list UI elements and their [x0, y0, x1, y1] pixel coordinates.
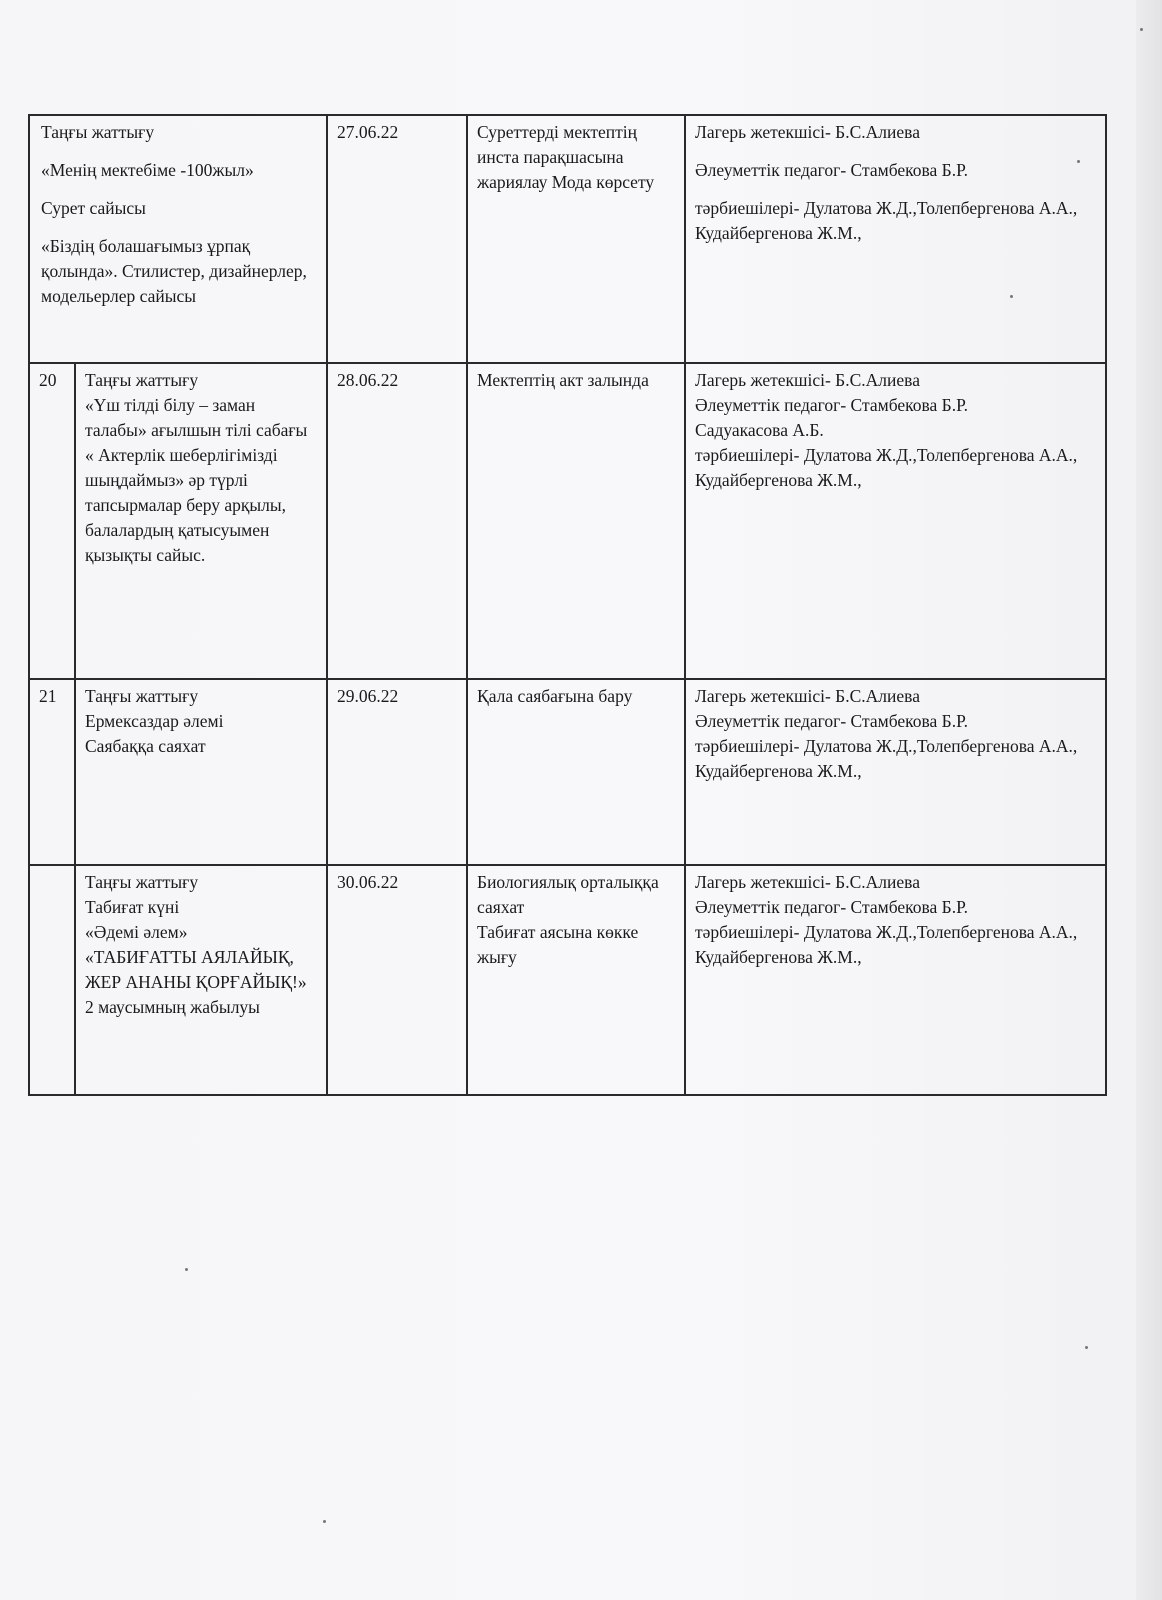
event-cell	[75, 363, 327, 679]
place-line: Мектептің акт залында	[477, 370, 649, 390]
event-line: Таңғы жаттығу	[85, 872, 199, 892]
responsible-line: тәрбиешілері- Дулатова Ж.Д.,Толепбергенова А.А., Кудайбергенова Ж.М.,	[695, 922, 1078, 967]
event-line: «Менің мектебіме -100жыл»	[41, 160, 254, 180]
event-cell	[75, 679, 327, 865]
responsible-cell	[685, 363, 1106, 679]
event-line: «Біздің болашағымыз ұрпақ қолында». Стилистер, дизайнерлер, модельерлер сайысы	[41, 236, 307, 306]
place-cell	[467, 865, 685, 1095]
responsible-line: Лагерь жетекшісі- Б.С.Алиева	[695, 872, 920, 892]
event-line: «Үш тілді білу – заман талабы» ағылшын тілі сабағы	[85, 395, 308, 440]
event-line: Таңғы жаттығу	[85, 370, 199, 390]
schedule-table	[28, 114, 1107, 1096]
responsible-line: тәрбиешілері- Дулатова Ж.Д.,Толепбергенова А.А., Кудайбергенова Ж.М.,	[695, 198, 1078, 243]
event-line: Табиғат күні	[85, 897, 180, 917]
table-row	[29, 363, 1106, 679]
scan-speck	[1077, 160, 1080, 163]
event-line: 2 маусымның жабылуы	[85, 997, 260, 1017]
table-row	[29, 115, 1106, 363]
place-cell	[467, 363, 685, 679]
responsible-line: Әлеуметтік педагог- Стамбекова Б.Р.	[695, 395, 969, 415]
place-line: Суреттерді мектептің инста парақшасына жариялау	[477, 122, 638, 192]
date-cell: 28.06.22	[327, 363, 467, 679]
event-line: Ермексаздар әлемі	[85, 711, 224, 731]
place-cell	[467, 679, 685, 865]
event-cell	[75, 865, 327, 1095]
table-row	[29, 679, 1106, 865]
event-cell	[29, 115, 327, 363]
event-line: «Әдемі әлем»	[85, 922, 188, 942]
responsible-cell	[685, 865, 1106, 1095]
responsible-line: тәрбиешілері- Дулатова Ж.Д.,Толепбергенова А.А., Кудайбергенова Ж.М.,	[695, 445, 1078, 490]
place-line: Қала саябағына бару	[477, 686, 633, 706]
responsible-line: Әлеуметтік педагог- Стамбекова Б.Р.	[695, 160, 969, 180]
place-line: Биологиялық орталыққа саяхат	[477, 872, 659, 917]
responsible-line: Лагерь жетекшісі- Б.С.Алиева	[695, 686, 920, 706]
date-cell: 27.06.22	[327, 115, 467, 363]
responsible-line: Лагерь жетекшісі- Б.С.Алиева	[695, 370, 920, 390]
place-line: Мода көрсету	[551, 172, 655, 192]
place-cell	[467, 115, 685, 363]
row-number: 20	[29, 363, 75, 679]
date-cell: 30.06.22	[327, 865, 467, 1095]
scan-speck	[185, 1268, 188, 1271]
event-line: Саябаққа саяхат	[85, 736, 206, 756]
event-line: Сурет сайысы	[41, 198, 146, 218]
table-row	[29, 865, 1106, 1095]
scan-speck	[1085, 1346, 1088, 1349]
responsible-line: Әлеуметтік педагог- Стамбекова Б.Р.	[695, 711, 969, 731]
row-number: 21	[29, 679, 75, 865]
scan-speck	[1010, 295, 1013, 298]
responsible-line: Садуакасова А.Б.	[695, 420, 824, 440]
scan-speck	[1140, 28, 1143, 31]
responsible-line: Лагерь жетекшісі- Б.С.Алиева	[695, 122, 920, 142]
page-edge-shadow	[1136, 0, 1162, 1600]
responsible-cell	[685, 115, 1106, 363]
date-cell: 29.06.22	[327, 679, 467, 865]
row-number	[29, 865, 75, 1095]
event-line: « Актерлік шеберлігімізді шыңдаймыз» әр түрлі тапсырмалар беру арқылы, балалардың қатысуымен қызықты сайыс.	[85, 445, 287, 565]
event-line: Таңғы жаттығу	[41, 122, 155, 142]
scan-speck	[323, 1520, 326, 1523]
event-line: «ТАБИҒАТТЫ АЯЛАЙЫҚ, ЖЕР АНАНЫ ҚОРҒАЙЫҚ!»	[85, 947, 307, 992]
event-line: Таңғы жаттығу	[85, 686, 199, 706]
place-line: Табиғат аясына көкке жығу	[477, 922, 639, 967]
responsible-line: тәрбиешілері- Дулатова Ж.Д.,Толепбергенова А.А., Кудайбергенова Ж.М.,	[695, 736, 1078, 781]
responsible-cell	[685, 679, 1106, 865]
responsible-line: Әлеуметтік педагог- Стамбекова Б.Р.	[695, 897, 969, 917]
